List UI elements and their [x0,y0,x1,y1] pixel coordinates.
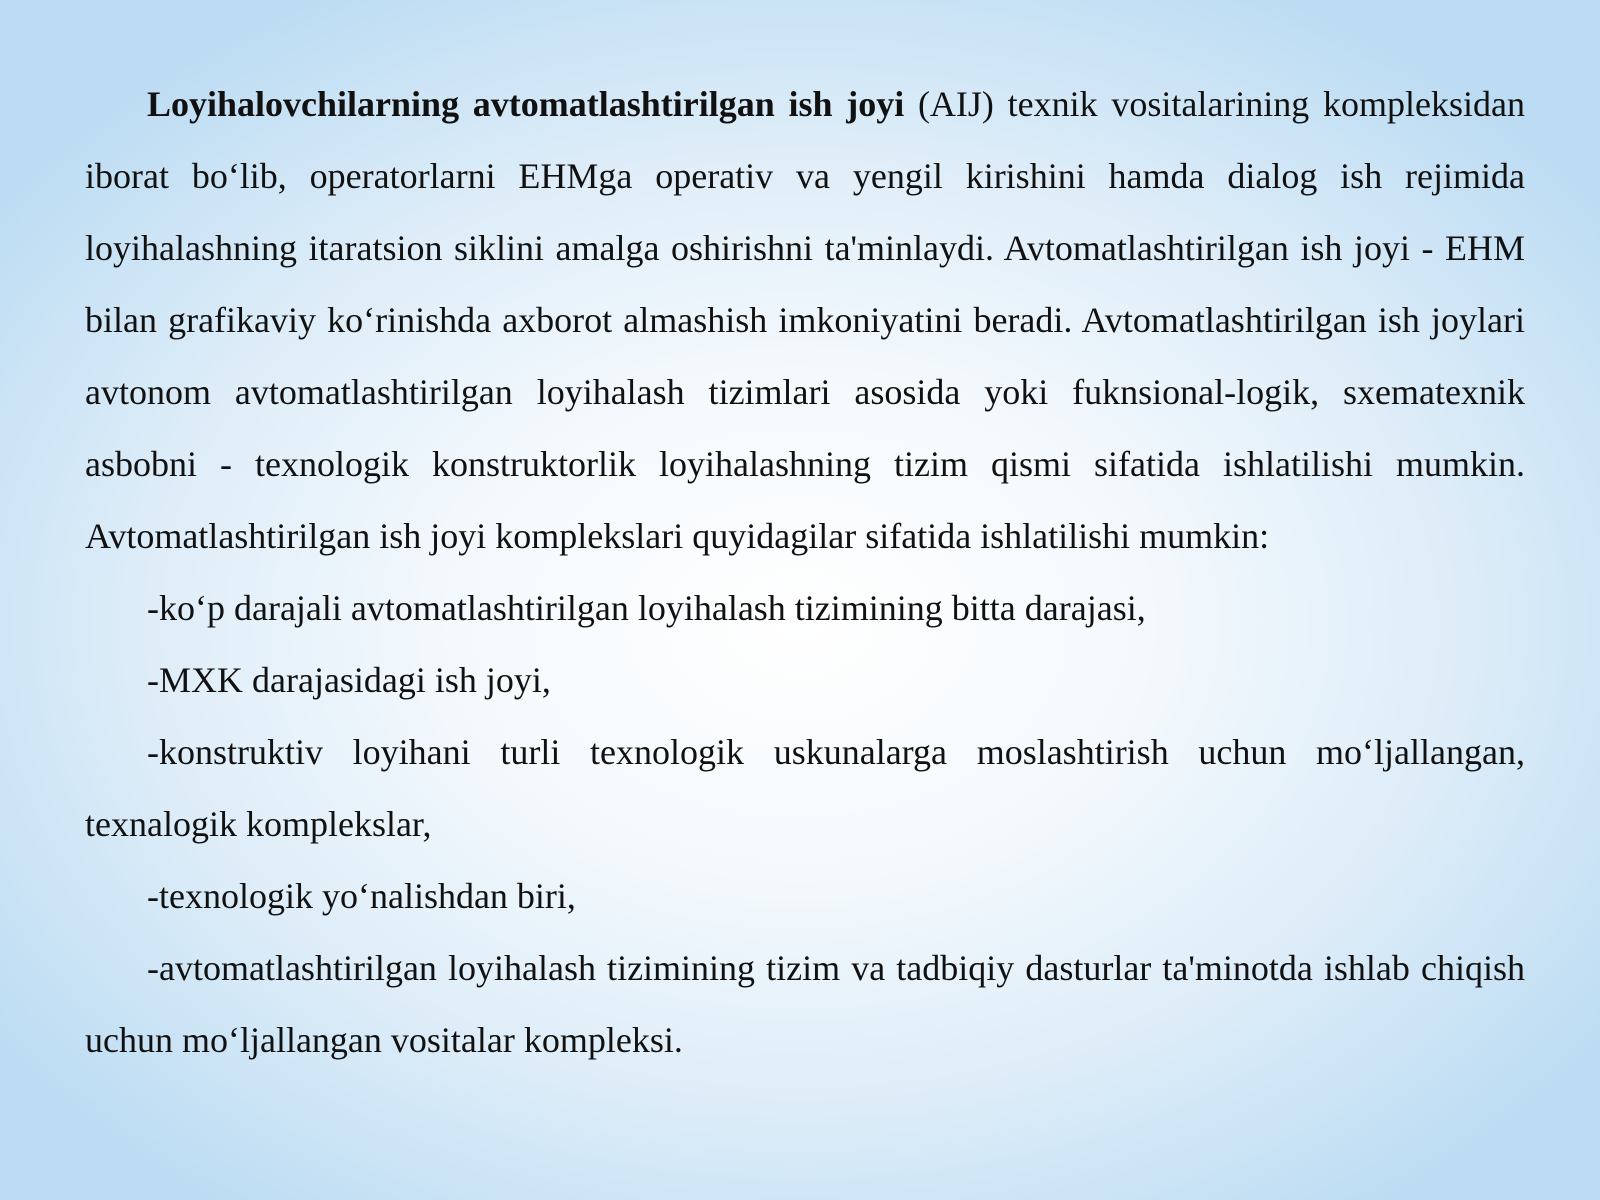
list-item: -MXK darajasidagi ish joyi, [147,660,551,700]
intro-bold-term: Loyihalovchilarning avtomatlashtirilgan ish joyi [147,84,905,124]
slide-content [85,68,1525,1076]
list-item: -konstruktiv loyihani turli texnologik uskunalarga moslashtirish uchun mo‘ljallangan, texnalogik komplekslar, [85,732,1525,844]
list-item: -texnologik yo‘nalishdan biri, [147,876,576,916]
intro-text: (AIJ) texnik vositalarining kompleksidan iborat bo‘lib, operatorlarni EHMga operativ va yengil kirishini hamda dialog ish rejimida loyihalashning itaratsion siklini amalga oshirishni ta'minlaydi. Avtomatlashtirilgan ish joyi - EHM bilan grafikaviy ko‘rinishda axborot almashish imkoniyatini beradi. Avtomatlashtirilgan ish joylari avtonom avtomatlashtirilgan loyihalash tizimlari asosida yoki fuknsional-logik, sxematexnik asbobni - texnologik konstruktorlik loyihalashning tizim qismi sifatida ishlatilishi mumkin. Avtomatlashtirilgan ish joyi komplekslari quyidagilar sifatida ishlatilishi mumkin: [85,84,1525,556]
list-item: -ko‘p darajali avtomatlashtirilgan loyihalash tizimining bitta darajasi, [147,588,1146,628]
intro-paragraph [85,68,1525,572]
list-item: -avtomatlashtirilgan loyihalash tizimining tizim va tadbiqiy dasturlar ta'minotda ishlab chiqish uchun mo‘ljallangan vositalar kompleksi. [85,948,1525,1060]
